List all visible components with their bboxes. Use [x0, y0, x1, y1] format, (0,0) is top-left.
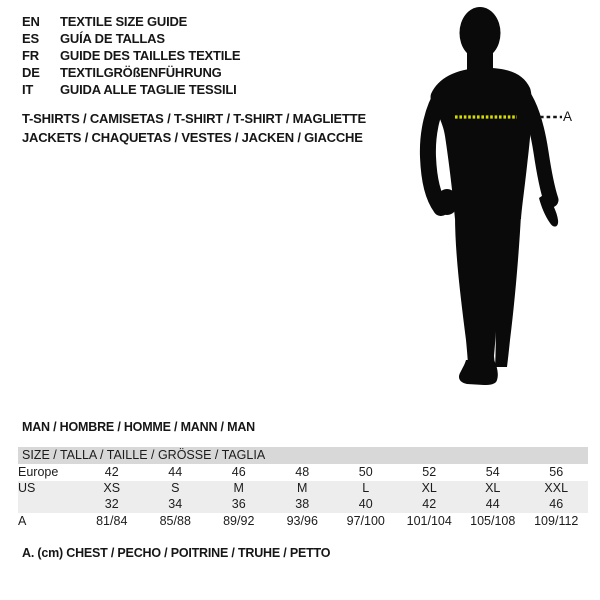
- table-cell: 46: [207, 464, 271, 481]
- table-cell: 48: [271, 464, 335, 481]
- guide-title: GUÍA DE TALLAS: [60, 31, 165, 46]
- table-cell: M: [271, 481, 335, 497]
- guide-title: GUIDA ALLE TAGLIE TESSILI: [60, 82, 237, 97]
- table-cell: 56: [525, 464, 589, 481]
- language-row: [22, 30, 240, 47]
- table-cell: XL: [398, 481, 462, 497]
- table-cell: 34: [144, 497, 208, 513]
- table-cell: 54: [461, 464, 525, 481]
- table-cell: 101/104: [398, 513, 462, 531]
- table-row-us-numbers: [18, 497, 588, 513]
- table-cell: 40: [334, 497, 398, 513]
- table-cell: 38: [271, 497, 335, 513]
- table-cell: 46: [525, 497, 589, 513]
- measure-label-a: A: [563, 109, 573, 124]
- row-label: US: [18, 481, 80, 497]
- category-list: [22, 110, 366, 147]
- language-title-list: [22, 13, 240, 98]
- table-cell: 36: [207, 497, 271, 513]
- language-code: FR: [22, 48, 39, 63]
- table-row-us-letters: [18, 481, 588, 497]
- row-label: Europe: [18, 464, 80, 481]
- man-silhouette: [410, 0, 600, 400]
- table-cell: XL: [461, 481, 525, 497]
- language-code: IT: [22, 82, 34, 97]
- table-cell: XXL: [525, 481, 589, 497]
- guide-title: TEXTILGRÖßENFÜHRUNG: [60, 65, 222, 80]
- table-cell: M: [207, 481, 271, 497]
- table-cell: 50: [334, 464, 398, 481]
- table-cell: 85/88: [144, 513, 208, 531]
- guide-title: GUIDE DES TAILLES TEXTILE: [60, 48, 241, 63]
- category-line-jackets: JACKETS / CHAQUETAS / VESTES / JACKEN / GIACCHE: [22, 129, 363, 145]
- table-row-chest-cm: [18, 513, 588, 531]
- language-row: [22, 13, 240, 30]
- table-cell: 44: [144, 464, 208, 481]
- measurement-footnote: A. (cm) CHEST / PECHO / POITRINE / TRUHE / PETTO: [22, 546, 331, 560]
- language-row: [22, 47, 240, 64]
- row-label: A: [18, 513, 80, 531]
- table-cell: 52: [398, 464, 462, 481]
- language-code: EN: [22, 14, 40, 29]
- table-row-europe: [18, 464, 588, 481]
- table-cell: L: [334, 481, 398, 497]
- language-row: [22, 81, 240, 98]
- table-header-cell: SIZE / TALLA / TAILLE / GRÖSSE / TAGLIA: [18, 447, 588, 464]
- guide-title: TEXTILE SIZE GUIDE: [60, 14, 188, 29]
- size-table: [18, 447, 588, 531]
- table-cell: 32: [80, 497, 144, 513]
- table-cell: 42: [398, 497, 462, 513]
- table-cell: 109/112: [525, 513, 589, 531]
- language-code: ES: [22, 31, 39, 46]
- table-cell: 89/92: [207, 513, 271, 531]
- language-code: DE: [22, 65, 40, 80]
- table-cell: 81/84: [80, 513, 144, 531]
- table-cell: S: [144, 481, 208, 497]
- row-label: [18, 497, 80, 513]
- section-title-man: MAN / HOMBRE / HOMME / MANN / MAN: [22, 420, 255, 434]
- language-row: [22, 64, 240, 81]
- table-cell: 105/108: [461, 513, 525, 531]
- category-line-tshirts: T-SHIRTS / CAMISETAS / T-SHIRT / T-SHIRT / MAGLIETTE: [22, 111, 366, 126]
- table-cell: 97/100: [334, 513, 398, 531]
- table-header-row: [18, 447, 588, 464]
- table-cell: 42: [80, 464, 144, 481]
- table-cell: 93/96: [271, 513, 335, 531]
- table-cell: 44: [461, 497, 525, 513]
- table-cell: XS: [80, 481, 144, 497]
